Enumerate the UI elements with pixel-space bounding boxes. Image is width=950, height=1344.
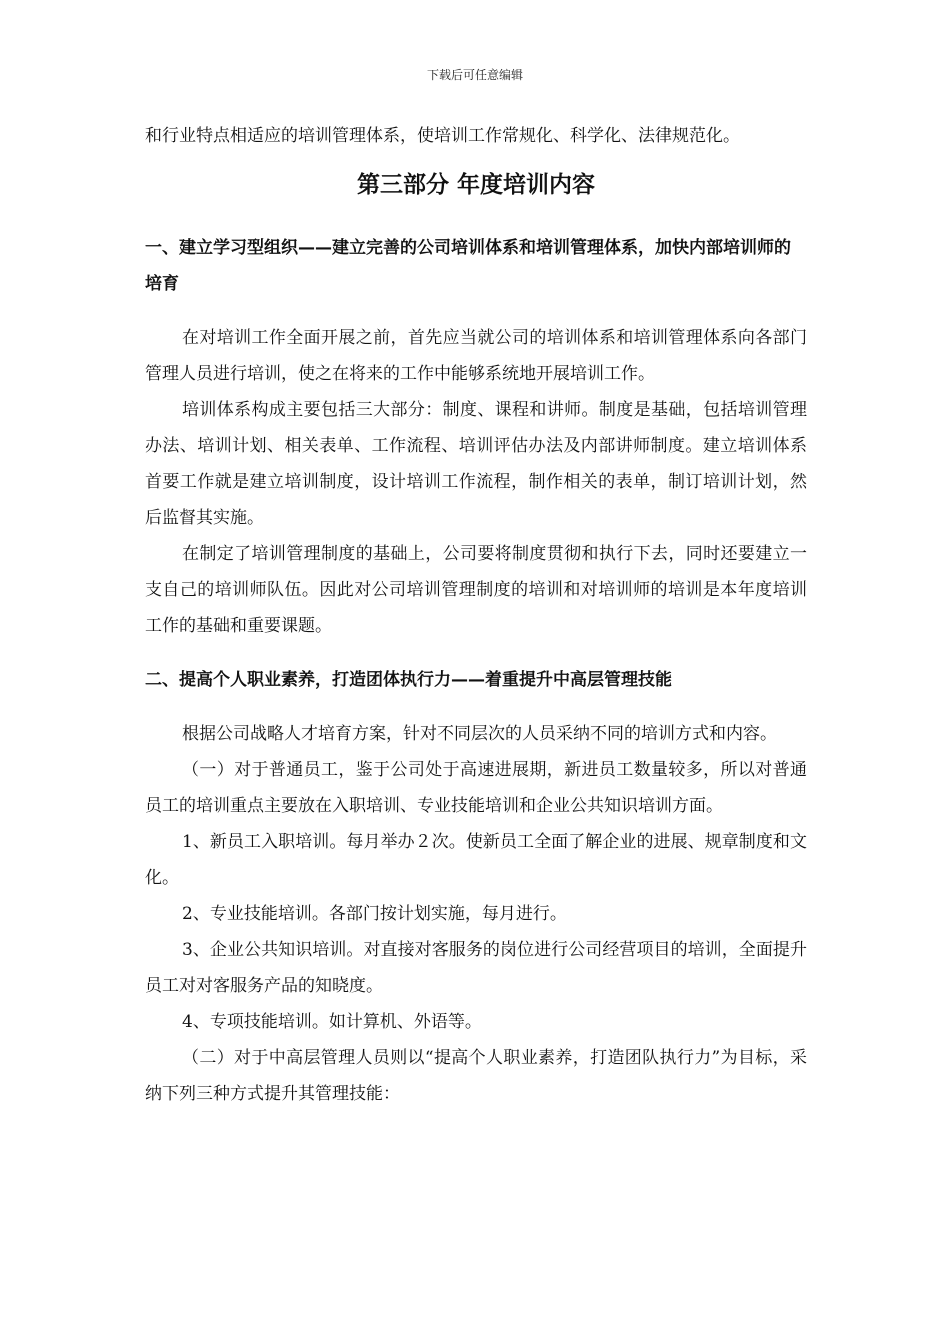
document-body (145, 118, 807, 1112)
section-2-paragraph: 根据公司战略人才培育方案，针对不同层次的人员采纳不同的培训方式和内容。 (182, 724, 777, 744)
part-title: 第三部分 年度培训内容 (356, 172, 595, 198)
section-1-paragraph: 在制定了培训管理制度的基础上，公司要将制度贯彻和执行下去，同时还要建立一支自己的培训师队伍。因此对公司培训管理制度的培训和对培训师的培训是本年度培训工作的基础和重要课题。 (145, 544, 807, 636)
section-1-paragraph: 培训体系构成主要包括三大部分：制度、课程和讲师。制度是基础，包括培训管理办法、培训计划、相关表单、工作流程、培训评估办法及内部讲师制度。建立培训体系首要工作就是建立培训制度，设计培训工作流程，制作相关的表单，制订培训计划，然后监督其实施。 (145, 400, 807, 528)
section-2-list-item: 3、企业公共知识培训。对直接对客服务的岗位进行公司经营项目的培训，全面提升员工对对客服务产品的知晓度。 (145, 940, 807, 996)
section-2-list-item: 2、专业技能培训。各部门按计划实施，每月进行。 (182, 904, 567, 924)
section-2-paragraph: （二）对于中高层管理人员则以“提高个人职业素养，打造团队执行力”为目标，采纳下列三种方式提升其管理技能： (145, 1048, 807, 1104)
intro-paragraph: 和行业特点相适应的培训管理体系，使培训工作常规化、科学化、法律规范化。 (145, 126, 740, 146)
section-2-list-item: 4、专项技能培训。如计算机、外语等。 (182, 1012, 482, 1032)
section-1-heading: 一、建立学习型组织——建立完善的公司培训体系和培训管理体系，加快内部培训师的培育 (145, 238, 791, 294)
section-2-paragraph: （一）对于普通员工，鉴于公司处于高速进展期，新进员工数量较多，所以对普通员工的培训重点主要放在入职培训、专业技能培训和企业公共知识培训方面。 (145, 760, 807, 816)
section-2-heading: 二、提高个人职业素养，打造团体执行力——着重提升中高层管理技能 (145, 670, 672, 690)
header-note: 下载后可任意编辑 (426, 68, 523, 82)
section-1-paragraph: 在对培训工作全面开展之前，首先应当就公司的培训体系和培训管理体系向各部门管理人员进行培训，使之在将来的工作中能够系统地开展培训工作。 (145, 328, 807, 384)
section-2-list-item: 1、新员工入职培训。每月举办２次。使新员工全面了解企业的进展、规章制度和文化。 (145, 832, 807, 888)
